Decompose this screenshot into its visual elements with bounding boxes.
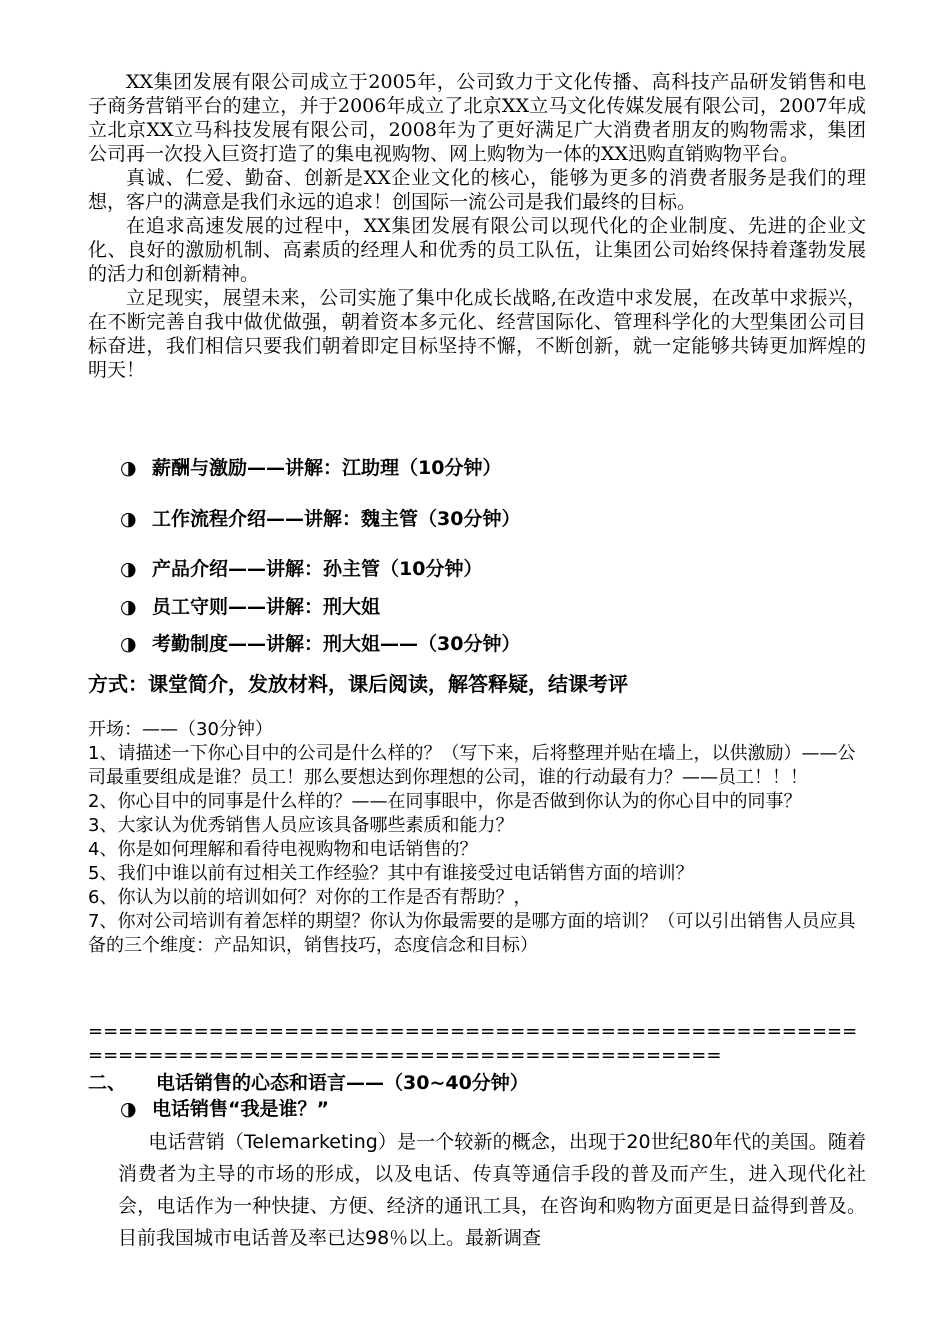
agenda-item-text: 产品介绍——讲解：孙主管（10分钟） <box>152 558 483 580</box>
half-circle-bullet-icon: ◑ <box>120 633 137 655</box>
half-circle-bullet-icon: ◑ <box>120 596 137 618</box>
agenda-item <box>120 556 482 582</box>
agenda-item <box>120 594 380 620</box>
agenda-item-text: 考勤制度——讲解：刑大姐——（30分钟） <box>152 633 521 655</box>
telemarketing-paragraph: 电话营销（Telemarketing）是一个较新的概念，出现于20世纪80年代的美国。随着消费者为主导的市场的形成，以及电话、传真等通信手段的普及而产生，进入现代化社会，电话作为一种快捷、方便、经济的通讯工具，在咨询和购物方面更是日益得到普及。目前我国城市电话普及率已达98％以上。最新调查 <box>118 1131 866 1249</box>
intro-paragraph: XX集团发展有限公司成立于2005年，公司致力于文化传播、高科技产品研发销售和电子商务营销平台的建立，并于2006年成立了北京XX立马文化传媒发展有限公司，2007年成立北京XX立马科技发展有限公司，2008年为了更好满足广大消费者朋友的购物需求，集团公司再一次投入巨资打造了的集电视购物、网上购物为一体的XX迅购直销购物平台。 <box>88 71 866 165</box>
subheading-text: 电话销售“我是谁？” <box>152 1098 329 1120</box>
opening-question: 7、你对公司培训有着怎样的期望？你认为你最需要的是哪方面的培训？（可以引出销售人员应具备的三个维度：产品知识，销售技巧，态度信念和目标） <box>88 911 856 956</box>
section-number: 二、 <box>88 1072 127 1094</box>
telemarketing-intro <box>118 1126 866 1254</box>
agenda-item <box>120 631 520 657</box>
section-title: 电话销售的心态和语言——（30~40分钟） <box>156 1072 529 1094</box>
opening-question: 5、我们中谁以前有过相关工作经验？其中有谁接受过电话销售方面的培训？ <box>88 863 694 884</box>
opening-title: 开场：——（30分钟） <box>88 719 273 740</box>
intro-paragraph: 立足现实，展望未来，公司实施了集中化成长战略,在改造中求发展，在改革中求振兴，在不断完善自我中做优做强，朝着资本多元化、经营国际化、管理科学化的大型集团公司目标奋进，我们相信只要我们朝着即定目标坚持不懈，不断创新，就一定能够共铸更加辉煌的明天！ <box>88 287 866 381</box>
opening-section <box>88 718 866 958</box>
opening-question: 1、请描述一下你心目中的公司是什么样的？（写下来，后将整理并贴在墙上，以供激励）——公司最重要组成是谁？员工！那么要想达到你理想的公司，谁的行动最有力？——员工！！！ <box>88 743 856 788</box>
opening-question: 4、你是如何理解和看待电视购物和电话销售的？ <box>88 839 478 860</box>
opening-question: 3、大家认为优秀销售人员应该具备哪些素质和能力？ <box>88 815 514 836</box>
intro-paragraph: 在追求高速发展的过程中，XX集团发展有限公司以现代化的企业制度、先进的企业文化、良好的激励机制、高素质的经理人和优秀的员工队伍，让集团公司始终保持着蓬勃发展的活力和创新精神。 <box>88 215 866 285</box>
agenda-item <box>120 506 520 532</box>
opening-question: 2、你心目中的同事是什么样的？——在同事眼中，你是否做到你认为的你心目中的同事？ <box>88 791 802 812</box>
subheading <box>120 1094 329 1121</box>
half-circle-bullet-icon: ◑ <box>120 508 137 530</box>
company-intro <box>88 70 866 382</box>
separator-line: ============================================================================================= <box>88 1021 858 1066</box>
agenda-item-text: 工作流程介绍——讲解：魏主管（30分钟） <box>152 508 521 530</box>
section-heading <box>88 1068 529 1095</box>
intro-paragraph: 真诚、仁爱、勤奋、创新是XX企业文化的核心，能够为更多的消费者服务是我们的理想，客户的满意是我们永远的追求！创国际一流公司是我们最终的目标。 <box>88 167 866 213</box>
agenda-item-text: 薪酬与激励——讲解：江助理（10分钟） <box>152 457 502 479</box>
opening-question: 6、你认为以前的培训如何？对你的工作是否有帮助？， <box>88 887 532 908</box>
half-circle-bullet-icon: ◑ <box>120 457 137 479</box>
agenda-item-text: 员工守则——讲解：刑大姐 <box>152 596 381 618</box>
training-method: 方式：课堂简介，发放材料，课后阅读，解答释疑，结课考评 <box>88 672 628 696</box>
half-circle-bullet-icon: ◑ <box>120 558 137 580</box>
agenda-item <box>120 455 501 481</box>
half-circle-bullet-icon: ◑ <box>120 1098 137 1120</box>
